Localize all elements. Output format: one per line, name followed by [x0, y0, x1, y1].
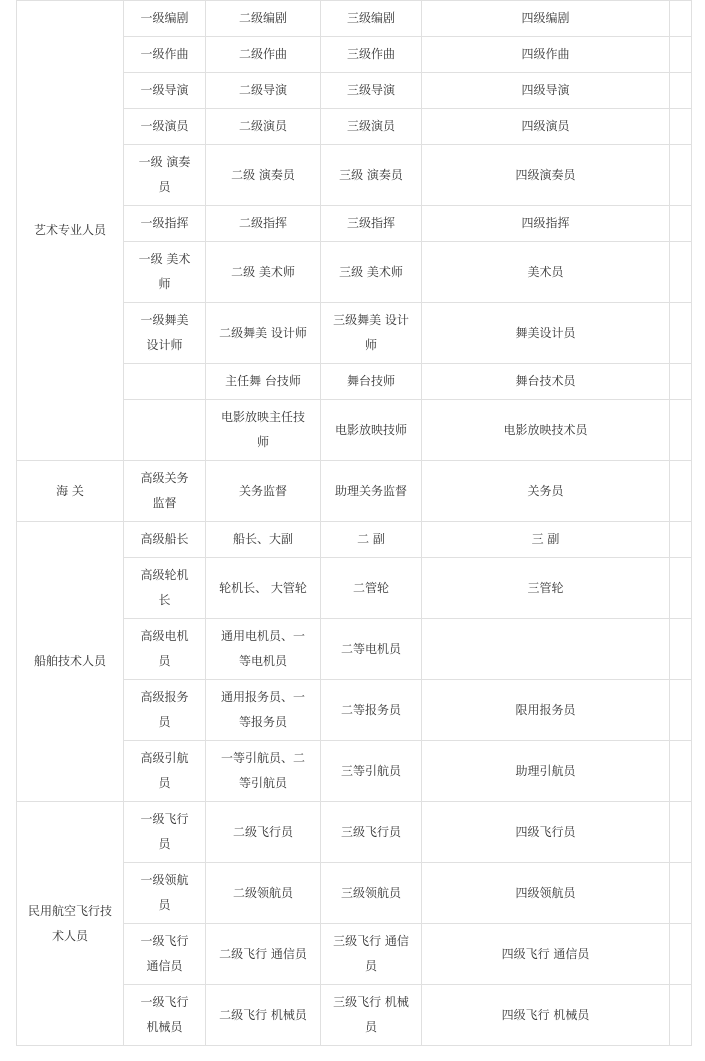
level-3-cell: 二等报务员: [321, 680, 422, 741]
empty-edge-cell: [670, 863, 692, 924]
level-2-cell: 二级作曲: [206, 37, 321, 73]
level-3-cell: 三级编剧: [321, 1, 422, 37]
professional-titles-table: [16, 0, 692, 1046]
level-3-cell: 三等引航员: [321, 741, 422, 802]
level-2-cell: 主任舞 台技师: [206, 364, 321, 400]
empty-edge-cell: [670, 802, 692, 863]
level-2-cell: 二级编剧: [206, 1, 321, 37]
empty-edge-cell: [670, 303, 692, 364]
senior-level-cell: 高级关务监督: [124, 461, 206, 522]
level-3-cell: 三级作曲: [321, 37, 422, 73]
level-2-cell: 轮机长、 大管轮: [206, 558, 321, 619]
level-4-cell: 四级作曲: [422, 37, 670, 73]
senior-level-cell: 高级报务员: [124, 680, 206, 741]
level-3-cell: 二等电机员: [321, 619, 422, 680]
empty-edge-cell: [670, 37, 692, 73]
empty-edge-cell: [670, 558, 692, 619]
level-3-cell: 电影放映技师: [321, 400, 422, 461]
level-4-cell: 舞美设计员: [422, 303, 670, 364]
empty-edge-cell: [670, 1, 692, 37]
senior-level-cell: 一级飞行机械员: [124, 985, 206, 1046]
senior-level-cell: [124, 400, 206, 461]
level-4-cell: 四级导演: [422, 73, 670, 109]
level-3-cell: 三级指挥: [321, 206, 422, 242]
level-4-cell: 助理引航员: [422, 741, 670, 802]
table-row: [17, 802, 692, 863]
level-2-cell: 电影放映主任技师: [206, 400, 321, 461]
senior-level-cell: 一级编剧: [124, 1, 206, 37]
level-3-cell: 三级飞行 机械员: [321, 985, 422, 1046]
level-2-cell: 二级领航员: [206, 863, 321, 924]
level-4-cell: 四级飞行 机械员: [422, 985, 670, 1046]
level-3-cell: 三级飞行 通信员: [321, 924, 422, 985]
level-2-cell: 一等引航员、二等引航员: [206, 741, 321, 802]
senior-level-cell: 一级演员: [124, 109, 206, 145]
empty-edge-cell: [670, 73, 692, 109]
empty-edge-cell: [670, 680, 692, 741]
level-4-cell: 四级飞行 通信员: [422, 924, 670, 985]
senior-level-cell: 一级舞美设计师: [124, 303, 206, 364]
level-3-cell: 二管轮: [321, 558, 422, 619]
level-3-cell: 三级领航员: [321, 863, 422, 924]
empty-edge-cell: [670, 145, 692, 206]
level-2-cell: 二级飞行 机械员: [206, 985, 321, 1046]
level-4-cell: [422, 619, 670, 680]
senior-level-cell: [124, 364, 206, 400]
category-cell: 民用航空飞行技术人员: [17, 802, 124, 1046]
empty-edge-cell: [670, 461, 692, 522]
level-2-cell: 二级演员: [206, 109, 321, 145]
senior-level-cell: 高级电机员: [124, 619, 206, 680]
senior-level-cell: 一级 演奏员: [124, 145, 206, 206]
level-3-cell: 三级 美术师: [321, 242, 422, 303]
level-4-cell: 四级领航员: [422, 863, 670, 924]
level-4-cell: 美术员: [422, 242, 670, 303]
level-2-cell: 通用电机员、一等电机员: [206, 619, 321, 680]
level-4-cell: 四级指挥: [422, 206, 670, 242]
level-2-cell: 二级飞行员: [206, 802, 321, 863]
empty-edge-cell: [670, 206, 692, 242]
level-3-cell: 助理关务监督: [321, 461, 422, 522]
table-body: [17, 1, 692, 1046]
empty-edge-cell: [670, 741, 692, 802]
level-4-cell: 限用报务员: [422, 680, 670, 741]
senior-level-cell: 一级飞行员: [124, 802, 206, 863]
level-4-cell: 四级飞行员: [422, 802, 670, 863]
level-4-cell: 电影放映技术员: [422, 400, 670, 461]
level-3-cell: 二 副: [321, 522, 422, 558]
level-3-cell: 三级演员: [321, 109, 422, 145]
level-3-cell: 舞台技师: [321, 364, 422, 400]
senior-level-cell: 一级作曲: [124, 37, 206, 73]
table-row: [17, 461, 692, 522]
senior-level-cell: 一级导演: [124, 73, 206, 109]
empty-edge-cell: [670, 242, 692, 303]
level-3-cell: 三级飞行员: [321, 802, 422, 863]
level-3-cell: 三级 演奏员: [321, 145, 422, 206]
senior-level-cell: 一级飞行通信员: [124, 924, 206, 985]
level-2-cell: 二级 美术师: [206, 242, 321, 303]
senior-level-cell: 一级指挥: [124, 206, 206, 242]
level-4-cell: 四级编剧: [422, 1, 670, 37]
level-2-cell: 二级舞美 设计师: [206, 303, 321, 364]
level-2-cell: 二级指挥: [206, 206, 321, 242]
category-cell: 海 关: [17, 461, 124, 522]
level-4-cell: 四级演奏员: [422, 145, 670, 206]
table-row: [17, 1, 692, 37]
level-2-cell: 二级飞行 通信员: [206, 924, 321, 985]
level-4-cell: 三管轮: [422, 558, 670, 619]
empty-edge-cell: [670, 985, 692, 1046]
level-4-cell: 关务员: [422, 461, 670, 522]
level-2-cell: 船长、大副: [206, 522, 321, 558]
empty-edge-cell: [670, 522, 692, 558]
level-2-cell: 通用报务员、一等报务员: [206, 680, 321, 741]
empty-edge-cell: [670, 619, 692, 680]
senior-level-cell: 高级引航员: [124, 741, 206, 802]
category-cell: 艺术专业人员: [17, 1, 124, 461]
empty-edge-cell: [670, 109, 692, 145]
level-4-cell: 舞台技术员: [422, 364, 670, 400]
empty-edge-cell: [670, 400, 692, 461]
level-4-cell: 四级演员: [422, 109, 670, 145]
empty-edge-cell: [670, 924, 692, 985]
empty-edge-cell: [670, 364, 692, 400]
level-3-cell: 三级舞美 设计师: [321, 303, 422, 364]
senior-level-cell: 一级领航员: [124, 863, 206, 924]
level-2-cell: 关务监督: [206, 461, 321, 522]
senior-level-cell: 一级 美术师: [124, 242, 206, 303]
level-4-cell: 三 副: [422, 522, 670, 558]
senior-level-cell: 高级轮机长: [124, 558, 206, 619]
level-3-cell: 三级导演: [321, 73, 422, 109]
category-cell: 船舶技术人员: [17, 522, 124, 802]
senior-level-cell: 高级船长: [124, 522, 206, 558]
level-2-cell: 二级 演奏员: [206, 145, 321, 206]
table-row: [17, 522, 692, 558]
level-2-cell: 二级导演: [206, 73, 321, 109]
